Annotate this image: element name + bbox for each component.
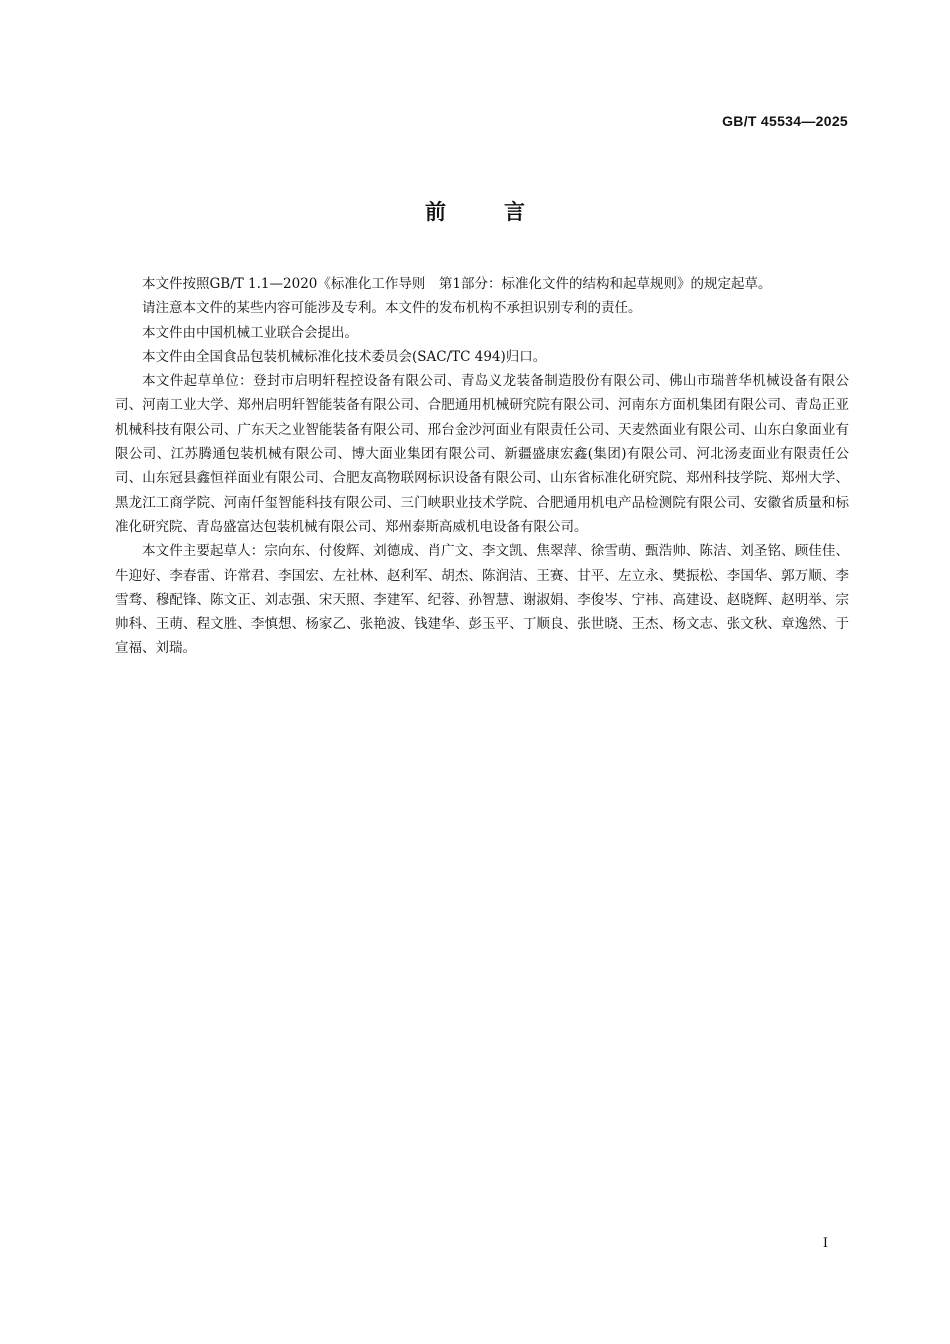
paragraph-under-jurisdiction: 本文件由全国食品包装机械标准化技术委员会(SAC/TC 494)归口。 — [142, 348, 547, 365]
paragraph-patent-notice: 请注意本文件的某些内容可能涉及专利。本文件的发布机构不承担识别专利的责任。 — [142, 300, 642, 317]
paragraph-drafting-organizations: 本文件起草单位：登封市启明轩程控设备有限公司、青岛义龙装备制造股份有限公司、佛山市瑞普华机械设备有限公司、河南工业大学、郑州启明轩智能装备有限公司、合肥通用机械研究院有限公司、河南东方面机集团有限公司、青岛正亚机械科技有限公司、广东天之业智能装备有限公司、邢台金沙河面业有限责任公司、天麦然面业有限公司、山东白象面业有限公司、江苏腾通包装机械有限公司、博大面业集团有限公司、新疆盛康宏鑫(集团)有限公司、河北汤麦面业有限责任公司、山东冠县鑫恒祥面业有限公司、合肥友高物联网标识设备有限公司、山东省标准化研究院、郑州科技学院、郑州大学、黑龙江工商学院、河南仟玺智能科技有限公司、三门峡职业技术学院、合肥通用机电产品检测院有限公司、安徽省质量和标准化研究院、青岛盛富达包装机械有限公司、郑州泰斯高威机电设备有限公司。 — [115, 373, 849, 535]
standard-number: GB/T 45534—2025 — [722, 113, 848, 129]
paragraph-proposed-by: 本文件由中国机械工业联合会提出。 — [142, 324, 358, 341]
page-title: 前言 — [425, 200, 583, 224]
paragraph-main-drafters: 本文件主要起草人：宗向东、付俊辉、刘德成、肖广文、李文凯、焦翠萍、徐雪萌、甄浩帅、陈洁、刘圣铭、顾佳佳、牛迎好、李春雷、许常君、李国宏、左社林、赵利军、胡杰、陈润洁、王赛、甘平、左立永、樊振松、李国华、郭万顺、李雪骛、穆配锋、陈文正、刘志强、宋天照、李建军、纪蓉、孙智慧、谢淑娟、李俊岑、宁祎、高建设、赵晓辉、赵明举、宗帅科、王萌、程文胜、李慎想、杨家乙、张艳波、钱建华、彭玉平、丁顺良、张世晓、王杰、杨文志、张文秋、章逸然、于宣福、刘瑞。 — [115, 543, 849, 657]
foreword-body — [115, 272, 849, 661]
paragraph-drafting-rules: 本文件按照GB/T 1.1—2020《标准化工作导则 第1部分：标准化文件的结构和起草规则》的规定起草。 — [142, 276, 772, 292]
page-number: I — [822, 1236, 828, 1251]
